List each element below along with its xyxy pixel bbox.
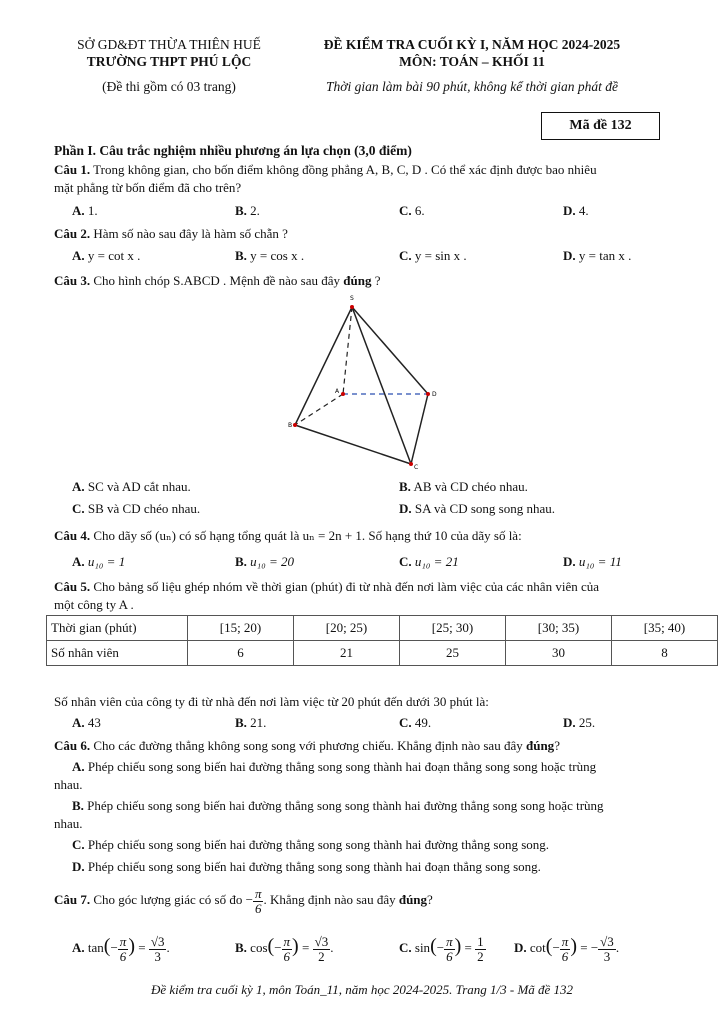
option-letter: A. <box>72 759 85 774</box>
option-letter: C. <box>399 554 412 569</box>
vertex-c <box>409 462 413 466</box>
option-text: Phép chiếu song song biến hai đường thẳng song song thành hai đoạn thẳng song song. <box>87 859 541 874</box>
q6-option-b[interactable] <box>72 797 672 815</box>
table-cell: [30; 35) <box>506 616 612 641</box>
option-text: SA và CD song song nhau. <box>414 501 556 516</box>
question-text: Hàm số nào sau đây là hàm số chẵn ? <box>93 226 288 241</box>
q1-option-a[interactable] <box>72 203 98 219</box>
option-text: 6. <box>414 203 425 218</box>
question-text: Trong không gian, cho bốn điểm không đồng phẳng A, B, C, D . Có thể xác định được bao nhiêu <box>93 162 597 177</box>
question-tail: ? <box>371 273 381 288</box>
q7-option-a[interactable]: A. tan(− $\frac{\pi}{6}$ ) = $\frac{√3}{3}$ . <box>72 933 170 964</box>
option-text: Phép chiếu song song biến hai đường thẳng song song thành hai đoạn thẳng song song hoặc trùng <box>87 759 597 774</box>
q5-option-b[interactable] <box>235 715 266 731</box>
option-text: SB và CD chéo nhau. <box>87 501 201 516</box>
q1-option-b[interactable] <box>235 203 260 219</box>
fraction-numerator: π <box>446 933 453 949</box>
school-name: TRƯỜNG THPT PHÚ LỘC <box>86 54 252 69</box>
edge-bc <box>295 425 411 464</box>
q5-option-a[interactable] <box>72 715 101 731</box>
table-cell: [20; 25) <box>294 616 400 641</box>
fraction-numerator: π <box>254 885 262 901</box>
option-letter: D. <box>563 248 576 263</box>
exam-title: ĐỀ KIỂM TRA CUỐI KỲ I, NĂM HỌC 2024-2025 <box>323 37 621 52</box>
fraction-numerator: π <box>561 933 569 949</box>
edge-sb <box>295 307 352 425</box>
emphasis-word: đúng <box>398 892 428 907</box>
q6-option-b-cont: nhau. <box>54 816 83 831</box>
edge-sc <box>352 307 411 464</box>
option-text: y = sin x . <box>414 248 467 263</box>
q3-option-c[interactable] <box>72 501 200 517</box>
option-letter: A. <box>72 554 85 569</box>
page-footer: Đề kiểm tra cuối kỳ 1, môn Toán_11, năm học 2024-2025. Trang 1/3 - Mã đề 132 <box>150 982 574 997</box>
option-text: 1. <box>87 203 98 218</box>
q5-option-c[interactable] <box>399 715 431 731</box>
table-cell: 25 <box>400 641 506 666</box>
option-letter: B. <box>235 248 247 263</box>
q3-option-b[interactable] <box>399 479 528 495</box>
option-letter: A. <box>72 203 85 218</box>
frequency-table <box>46 615 718 666</box>
fraction-denominator: 2 <box>318 948 325 964</box>
option-letter: D. <box>563 554 576 569</box>
header-right <box>292 36 652 95</box>
option-letter: B. <box>235 940 247 955</box>
option-letter: C. <box>399 203 412 218</box>
table-row <box>47 641 718 666</box>
q6-option-c[interactable] <box>72 836 672 854</box>
q4-option-a[interactable] <box>72 554 125 570</box>
question-text-after: . Khẳng định nào sau đây <box>263 892 396 907</box>
q7-option-d[interactable]: D. cot(− $\frac{\pi}{6}$ ) = − $\frac{√3}{3}$ . <box>514 933 620 964</box>
table-cell: [35; 40) <box>612 616 718 641</box>
fraction-denominator: 6 <box>283 948 291 964</box>
q3-option-a[interactable] <box>72 479 191 495</box>
option-text: 49. <box>414 715 432 730</box>
option-letter: A. <box>72 940 85 955</box>
question-label: Câu 6. <box>54 738 91 753</box>
angle-fraction <box>253 887 264 916</box>
q3-option-d[interactable] <box>399 501 555 517</box>
pyramid-figure <box>280 290 450 475</box>
fraction-numerator: 1 <box>477 933 484 949</box>
option-letter: B. <box>399 479 411 494</box>
q4-option-b[interactable] <box>235 554 294 570</box>
question-text: Cho góc lượng giác có số đo <box>93 892 243 907</box>
question-5 <box>54 578 672 596</box>
q2-option-c[interactable] <box>399 248 467 264</box>
label-s: S <box>350 295 354 302</box>
q1-option-d[interactable] <box>563 203 589 219</box>
option-text: SC và AD cắt nhau. <box>87 479 191 494</box>
option-text: 25. <box>578 715 596 730</box>
section-title: Phần I. Câu trắc nghiệm nhiều phương án lựa chọn (3,0 điểm) <box>54 143 412 158</box>
option-letter: B. <box>235 554 247 569</box>
rhs-sign: − <box>590 940 599 955</box>
option-letter: A. <box>72 248 85 263</box>
q4-option-c[interactable] <box>399 554 459 570</box>
question-label: Câu 4. <box>54 528 91 543</box>
fraction-numerator: π <box>119 933 127 949</box>
fraction-denominator: 3 <box>603 948 611 964</box>
label-c: C <box>414 464 419 471</box>
question-tail: ? <box>427 892 433 907</box>
trig-function: tan <box>87 940 104 955</box>
option-text: Phép chiếu song song biến hai đường thẳng song song thành hai đường thẳng song song. <box>87 837 550 852</box>
fraction-numerator: π <box>283 933 291 949</box>
fraction-denominator: 6 <box>561 948 569 964</box>
option-text: u₁₀ = 20 <box>250 554 294 569</box>
option-letter: D. <box>399 501 412 516</box>
option-letter: D. <box>563 203 576 218</box>
question-text: Cho các đường thẳng không song song với phương chiếu. Khẳng định nào sau đây <box>93 738 523 753</box>
vertex-a <box>341 392 345 396</box>
label-a: A <box>335 388 340 395</box>
question-7: Câu 7. Cho góc lượng giác có số đo − $\frac{\pi}{6}$ . Khẳng định nào sau đây đúng? <box>54 885 433 916</box>
option-text: 2. <box>250 203 260 218</box>
vertex-s <box>350 305 354 309</box>
option-letter: B. <box>235 715 247 730</box>
option-text: 4. <box>578 203 589 218</box>
option-text: u₁₀ = 11 <box>578 554 622 569</box>
question-1 <box>54 161 672 179</box>
fraction-numerator: √3 <box>600 933 614 949</box>
table-cell: 6 <box>188 641 294 666</box>
option-letter: B. <box>72 798 84 813</box>
option-text: 21. <box>250 715 267 730</box>
exam-code-box: Mã đề 132 <box>541 112 660 140</box>
q7-option-c[interactable]: C. sin(− $\frac{\pi}{6}$ ) = $\frac{1}{2}$ <box>399 933 484 964</box>
q6-option-d[interactable] <box>72 858 672 876</box>
option-letter: C. <box>399 940 412 955</box>
fraction-denominator: 6 <box>446 948 453 964</box>
q4-option-d[interactable] <box>563 554 622 570</box>
department: SỞ GD&ĐT THỪA THIÊN HUẾ <box>77 37 261 52</box>
question-4 <box>54 527 672 545</box>
option-letter: C. <box>72 837 85 852</box>
edge-cd <box>411 394 428 464</box>
option-text: y = tan x . <box>578 248 632 263</box>
question-2 <box>54 225 672 243</box>
fraction-denominator: 2 <box>477 948 484 964</box>
trig-function: cot <box>529 940 546 955</box>
q1-option-c[interactable] <box>399 203 425 219</box>
vertex-d <box>426 392 430 396</box>
table-cell: 8 <box>612 641 718 666</box>
question-label: Câu 5. <box>54 579 91 594</box>
table-cell: 30 <box>506 641 612 666</box>
fraction-numerator: √3 <box>150 933 165 949</box>
option-text: 43 <box>87 715 101 730</box>
q2-option-a[interactable] <box>72 248 140 264</box>
q6-option-a-cont: nhau. <box>54 777 83 792</box>
table-header-label: Thời gian (phút) <box>47 616 188 641</box>
option-letter: A. <box>72 715 85 730</box>
option-letter: A. <box>72 479 85 494</box>
option-text: u₁₀ = 1 <box>87 554 126 569</box>
edge-sd <box>352 307 428 394</box>
option-text: u₁₀ = 21 <box>414 554 459 569</box>
question-text: Cho hình chóp S.ABCD . Mệnh đề nào sau đây <box>93 273 340 288</box>
label-b: B <box>288 422 293 429</box>
question-text: Cho dãy số (uₙ) có số hạng tổng quát là uₙ = 2n + 1. Số hạng thứ 10 của dãy số là: <box>93 528 522 543</box>
edge-sa <box>343 307 352 394</box>
table-cell: [15; 20) <box>188 616 294 641</box>
table-header-label: Số nhân viên <box>47 641 188 666</box>
question-5-ask: Số nhân viên của công ty đi từ nhà đến nơi làm việc từ 20 phút đến dưới 30 phút là: <box>54 694 489 709</box>
table-cell: 21 <box>294 641 400 666</box>
emphasis-word: đúng <box>525 738 555 753</box>
q2-option-b[interactable] <box>235 248 304 264</box>
option-letter: C. <box>72 501 85 516</box>
question-label: Câu 1. <box>54 162 91 177</box>
question-1-cont: mặt phẳng từ bốn điểm đã cho trên? <box>54 180 242 195</box>
trig-function: sin <box>414 940 431 955</box>
fraction-denominator: 6 <box>254 900 262 916</box>
option-letter: C. <box>399 248 412 263</box>
table-cell: [25; 30) <box>400 616 506 641</box>
header-left <box>54 36 284 95</box>
option-text: y = cos x . <box>250 248 305 263</box>
option-text: Phép chiếu song song biến hai đường thẳng song song thành hai đường thẳng song song hoặc trùng <box>87 798 604 813</box>
question-label: Câu 2. <box>54 226 91 241</box>
q6-option-a[interactable] <box>72 758 672 776</box>
q7-option-b[interactable]: B. cos(− $\frac{\pi}{6}$ ) = $\frac{√3}{2}$ . <box>235 933 334 964</box>
option-letter: D. <box>563 715 576 730</box>
question-label: Câu 3. <box>54 273 91 288</box>
trig-function: cos <box>250 940 268 955</box>
vertex-b <box>293 423 297 427</box>
question-3 <box>54 272 672 290</box>
fraction-denominator: 6 <box>119 948 127 964</box>
question-5-cont: một công ty A . <box>54 597 134 612</box>
option-letter: D. <box>514 940 527 955</box>
time-note: Thời gian làm bài 90 phút, không kể thời gian phát đề <box>326 79 618 94</box>
option-letter: C. <box>399 715 412 730</box>
question-6 <box>54 737 672 755</box>
option-text: y = cot x . <box>87 248 141 263</box>
option-letter: B. <box>235 203 247 218</box>
question-label: Câu 7. <box>54 892 91 907</box>
table-row <box>47 616 718 641</box>
subject: MÔN: TOÁN – KHỐI 11 <box>399 54 545 69</box>
q2-option-d[interactable] <box>563 248 631 264</box>
q5-option-d[interactable] <box>563 715 595 731</box>
fraction-numerator: √3 <box>314 933 329 949</box>
emphasis-word: đúng <box>343 273 372 288</box>
pages-note: (Đề thi gồm có 03 trang) <box>102 79 236 94</box>
option-text: AB và CD chéo nhau. <box>413 479 528 494</box>
question-tail: ? <box>554 738 560 753</box>
question-text: Cho bảng số liệu ghép nhóm về thời gian (phút) đi từ nhà đến nơi làm việc của các nhân viên của <box>93 579 600 594</box>
fraction-denominator: 3 <box>154 948 161 964</box>
label-d: D <box>432 391 437 398</box>
option-letter: D. <box>72 859 85 874</box>
